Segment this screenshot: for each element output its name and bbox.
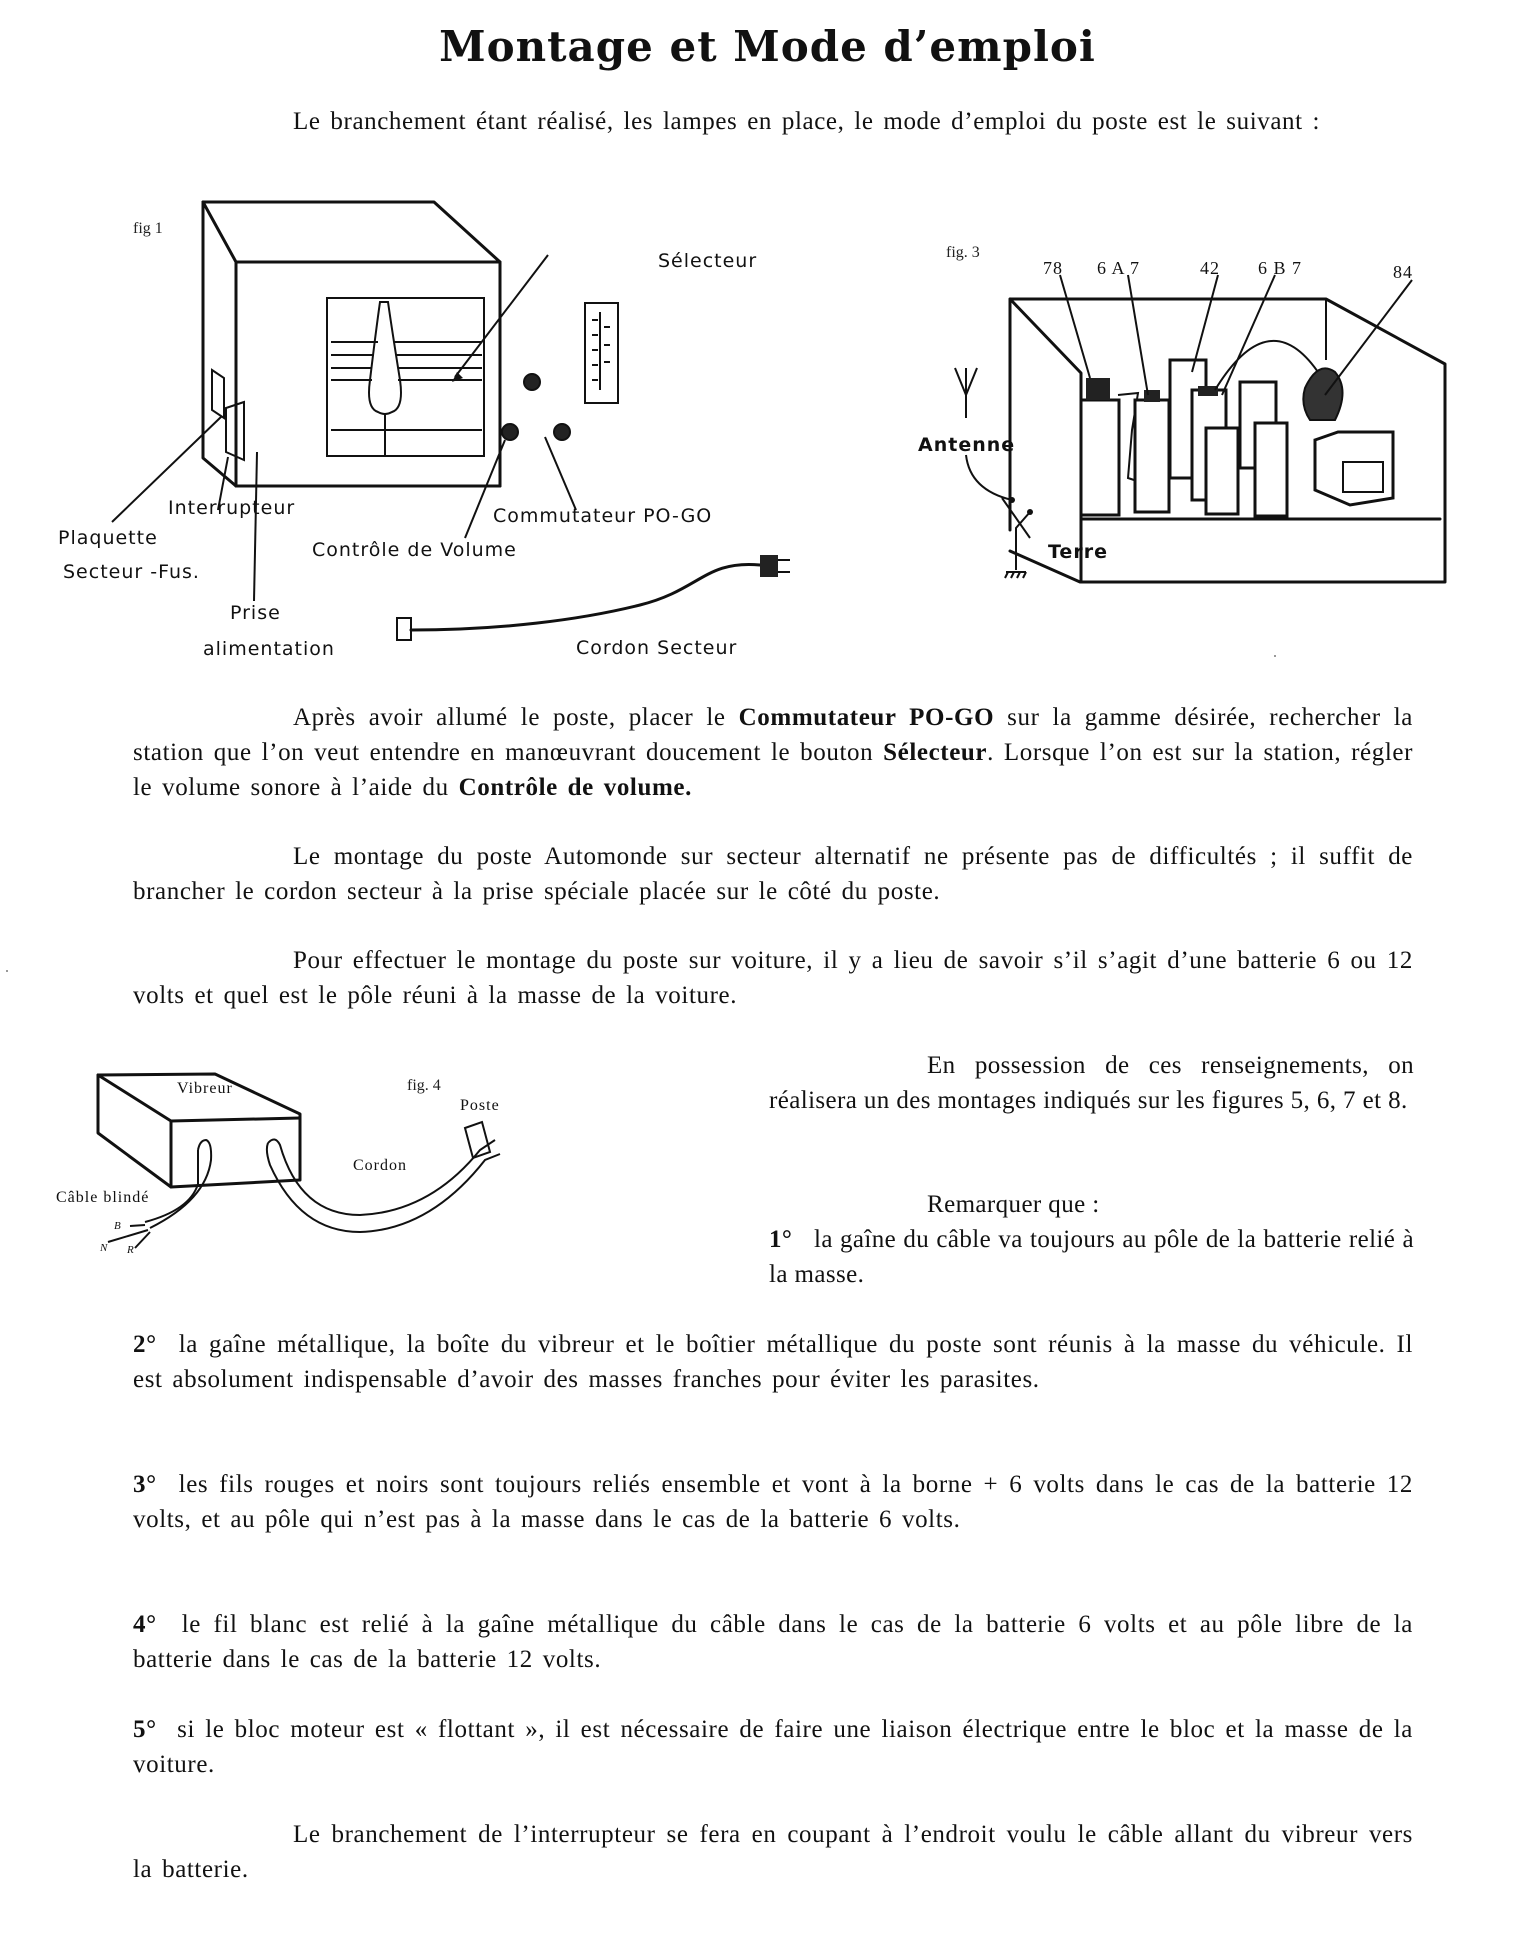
label-plaquette-2: Secteur -Fus. xyxy=(63,561,200,583)
remark-item-3 xyxy=(133,1467,1413,1537)
remark-item-4 xyxy=(133,1607,1413,1677)
remark-number: 4° xyxy=(133,1611,157,1638)
paragraph-closing xyxy=(133,1817,1413,1887)
tube-label-84: 84 xyxy=(1393,262,1413,282)
label-cordon: Cordon xyxy=(353,1157,407,1174)
remark-text: les fils rouges et noirs sont toujours reliés ensemble et vont à la borne + 6 volts dans le cas de la batterie 12 volts, et au pôle qui n’est pas à la masse dans le cas de la batterie 6 volts. xyxy=(133,1471,1413,1533)
usage-text-1: Après avoir allumé le poste, placer le xyxy=(293,704,739,731)
label-plaquette-1: Plaquette xyxy=(58,527,158,549)
tube-label-6a7: 6 A 7 xyxy=(1097,258,1141,278)
label-antenne: Antenne xyxy=(918,434,1016,456)
page-title: Montage et Mode d’emploi xyxy=(439,22,1096,71)
term-selecteur: Sélecteur xyxy=(883,739,988,766)
label-wire-n: N xyxy=(100,1242,109,1254)
remark-number: 3° xyxy=(133,1471,157,1498)
remark-number: 1° xyxy=(769,1226,793,1253)
fig3-number: fig. 3 xyxy=(946,244,980,261)
remarquer-heading: Remarquer que : xyxy=(927,1191,1100,1218)
remark-text: le fil blanc est relié à la gaîne métallique du câble dans le cas de la batterie 6 volts et au pôle libre de la batterie dans le cas de la batterie 12 volts. xyxy=(133,1611,1413,1673)
remark-item-1 xyxy=(769,1222,1414,1292)
paragraph-possession xyxy=(769,1048,1414,1118)
label-cable-blinde: Câble blindé xyxy=(56,1189,150,1206)
usage-text-3: . Lorsque l’on est sur la station, régler le volume sonore à l’aide du xyxy=(133,739,1413,801)
remark-item-5 xyxy=(133,1712,1413,1782)
remark-number: 5° xyxy=(133,1716,157,1743)
usage-text-2: sur la gamme désirée, rechercher la station que l’on veut entendre en manœuvrant doucement le bouton xyxy=(133,704,1413,766)
label-wire-r: R xyxy=(127,1244,135,1256)
label-prise-2: alimentation xyxy=(203,638,335,660)
label-cordon-secteur: Cordon Secteur xyxy=(576,637,738,659)
remark-text: si le bloc moteur est « flottant », il est nécessaire de faire une liaison électrique entre le bloc et la masse de la voiture. xyxy=(133,1716,1413,1778)
remark-item-2 xyxy=(133,1327,1413,1397)
possession-text: En possession de ces renseignements, on réalisera un des montages indiqués sur les figures 5, 6, 7 et 8. xyxy=(769,1052,1414,1114)
term-controle-volume: Contrôle de volume. xyxy=(458,774,692,801)
remark-number: 2° xyxy=(133,1331,157,1358)
tube-label-6b7: 6 B 7 xyxy=(1258,258,1303,278)
label-controle-volume: Contrôle de Volume xyxy=(312,539,517,561)
fig4-number: fig. 4 xyxy=(407,1077,441,1094)
secteur-text: Le montage du poste Automonde sur secteur alternatif ne présente pas de difficultés ; il suffit de brancher le cordon secteur à la prise spéciale placée sur le côté du poste. xyxy=(133,843,1413,905)
remark-text: la gaîne du câble va toujours au pôle de la batterie relié à la masse. xyxy=(769,1226,1414,1288)
closing-text: Le branchement de l’interrupteur se fera en coupant à l’endroit voulu le câble allant du vibreur vers la batterie. xyxy=(133,1821,1413,1883)
tube-label-78: 78 xyxy=(1043,258,1063,278)
cordon xyxy=(267,1122,500,1232)
label-selecteur: Sélecteur xyxy=(658,250,758,272)
remark-text: la gaîne métallique, la boîte du vibreur et le boîtier métallique du poste sont réunis à la masse du véhicule. Il est absolument indispensable d’avoir des masses franches pour éviter les parasites. xyxy=(133,1331,1413,1393)
label-wire-b: B xyxy=(114,1220,122,1232)
label-interrupteur: Interrupteur xyxy=(168,497,296,519)
label-terre: Terre xyxy=(1048,541,1108,563)
tube-label-42: 42 xyxy=(1200,258,1220,278)
intro-text: Le branchement étant réalisé, les lampes en place, le mode d’emploi du poste est le suivant : xyxy=(293,108,1321,135)
label-poste: Poste xyxy=(460,1097,500,1114)
label-commutateur: Commutateur PO-GO xyxy=(493,505,713,527)
label-vibreur: Vibreur xyxy=(177,1080,233,1097)
term-commutateur: Commutateur PO-GO xyxy=(738,704,995,731)
fig1-number: fig 1 xyxy=(133,220,163,237)
label-prise-1: Prise xyxy=(230,602,281,624)
voiture-text: Pour effectuer le montage du poste sur voiture, il y a lieu de savoir s’il s’agit d’une batterie 6 ou 12 volts et quel est le pôle réuni à la masse de la voiture. xyxy=(133,947,1413,1009)
